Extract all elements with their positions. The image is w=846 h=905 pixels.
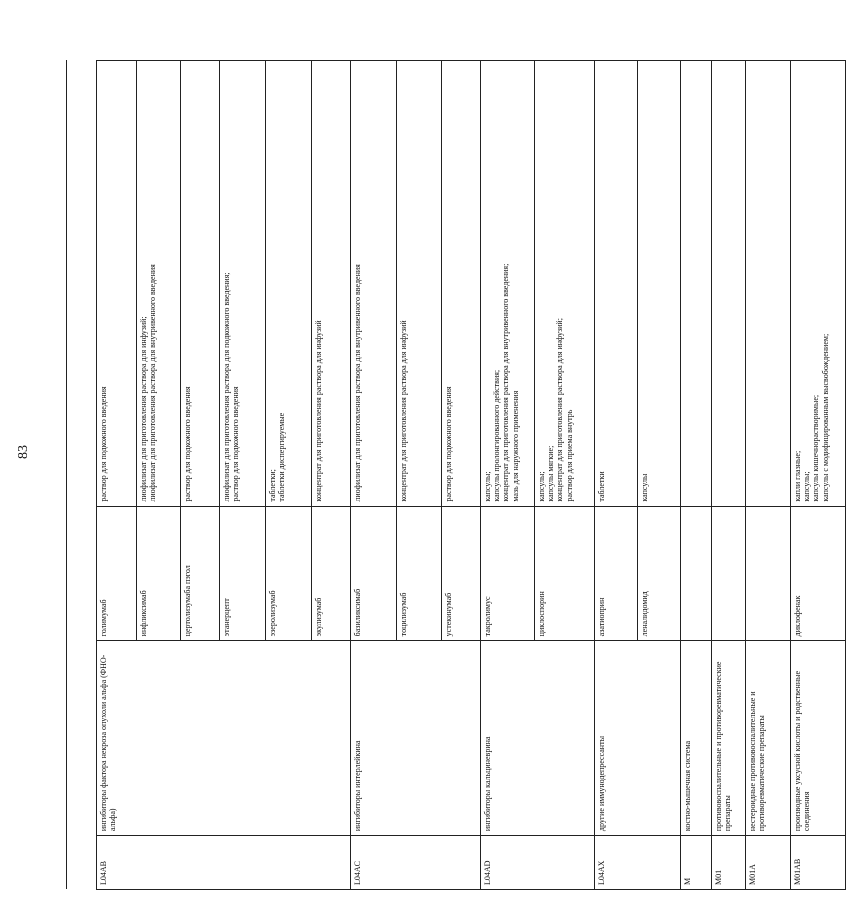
- table-body: [67, 61, 846, 890]
- table-row-top-gap: [67, 61, 97, 890]
- atc-code-cell: M01: [712, 836, 746, 890]
- group-name-cell: нестероидные противовоспалительные и противоревматические препараты: [746, 641, 791, 836]
- atc-code-cell: M01AB: [791, 836, 846, 890]
- atc-code-cell: M01A: [746, 836, 791, 890]
- substance-cell: инфликсимаб: [137, 506, 181, 641]
- substance-cell: экулизумаб: [312, 506, 351, 641]
- dosage-forms-cell: [681, 61, 712, 507]
- atc-code-cell: L04AD: [481, 836, 595, 890]
- substance-cell: [712, 506, 746, 641]
- substance-cell: циклоспорин: [535, 506, 595, 641]
- dosage-forms-cell: капли глазные; капсулы; капсулы кишечнорастворимые; капсулы с модифицированным высвобождением;: [791, 61, 846, 507]
- table-row: [97, 61, 137, 890]
- substance-cell: диклофенак: [791, 506, 846, 641]
- substance-cell: тоцилизумаб: [397, 506, 442, 641]
- dosage-forms-cell: таблетки; таблетки диспергируемые: [266, 61, 312, 507]
- substance-cell: цертолизумаба пэгол: [181, 506, 220, 641]
- group-name-cell: ингибиторы кальциневрина: [481, 641, 595, 836]
- table-row: [481, 61, 535, 890]
- dosage-forms-cell: [712, 61, 746, 507]
- substance-cell: [681, 506, 712, 641]
- dosage-forms-cell: лиофилизат для приготовления раствора для внутривенного введения: [351, 61, 397, 507]
- page-number: 83: [16, 445, 31, 459]
- table-row: [791, 61, 846, 890]
- table-row: [681, 61, 712, 890]
- rotated-table-wrapper: [66, 60, 830, 890]
- dosage-forms-cell: раствор для подкожного введения: [442, 61, 481, 507]
- group-name-cell: производные уксусной кислоты и родственные соединения: [791, 641, 846, 836]
- substance-cell: азатиоприн: [595, 506, 638, 641]
- dosage-forms-cell: лиофилизат для приготовления раствора для подкожного введения; раствор для подкожного введения: [220, 61, 266, 507]
- substance-cell: такролимус: [481, 506, 535, 641]
- substance-cell: этанерцепт: [220, 506, 266, 641]
- substance-cell: [746, 506, 791, 641]
- group-name-cell: костно-мышечная система: [681, 641, 712, 836]
- dosage-forms-cell: лиофилизат для приготовления раствора для инфузий; лиофилизат для приготовления раствора для внутривенного введения: [137, 61, 181, 507]
- group-name-cell: ингибиторы фактора некроза опухоли альфа (ФНО-альфа): [97, 641, 351, 836]
- group-name-cell: другие иммунодепрессанты: [595, 641, 681, 836]
- atc-code-cell: M: [681, 836, 712, 890]
- substance-cell: леналидомид: [638, 506, 681, 641]
- substance-cell: базиликсимаб: [351, 506, 397, 641]
- atc-code-cell: L04AC: [351, 836, 481, 890]
- dosage-forms-cell: раствор для подкожного введения: [97, 61, 137, 507]
- dosage-forms-cell: таблетки: [595, 61, 638, 507]
- dosage-forms-cell: концентрат для приготовления раствора для инфузий: [312, 61, 351, 507]
- atc-code-cell: L04AB: [97, 836, 351, 890]
- atc-code-cell: L04AX: [595, 836, 681, 890]
- dosage-forms-cell: капсулы; капсулы пролонгированного действия; концентрат для приготовления раствора для внутривенного введения; мазь для наружного применения: [481, 61, 535, 507]
- table-row: [351, 61, 397, 890]
- substance-cell: голимумаб: [97, 506, 137, 641]
- dosage-forms-cell: капсулы: [638, 61, 681, 507]
- table-row: [712, 61, 746, 890]
- dosage-forms-cell: капсулы; капсулы мягкие; концентрат для приготовления раствора для инфузий; раствор для приема внутрь: [535, 61, 595, 507]
- drug-table: [66, 60, 846, 890]
- dosage-forms-cell: концентрат для приготовления раствора для инфузий: [397, 61, 442, 507]
- dosage-forms-cell: раствор для подкожного введения: [181, 61, 220, 507]
- table-row: [746, 61, 791, 890]
- group-name-cell: ингибиторы интерлейкина: [351, 641, 481, 836]
- table-row: [595, 61, 638, 890]
- substance-cell: устекинумаб: [442, 506, 481, 641]
- group-name-cell: противовоспалительные и противоревматические препараты: [712, 641, 746, 836]
- substance-cell: эзеролизумаб: [266, 506, 312, 641]
- dosage-forms-cell: [746, 61, 791, 507]
